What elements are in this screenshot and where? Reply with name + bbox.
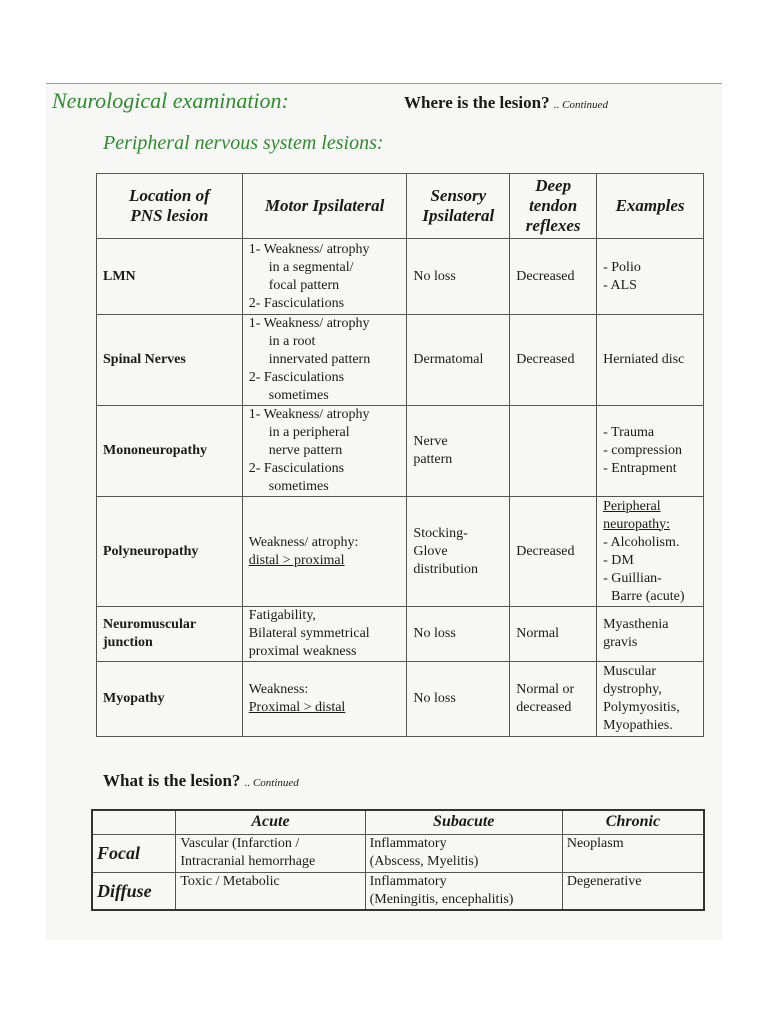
- example-line: Myasthenia: [603, 617, 669, 632]
- top-rule: [46, 83, 722, 84]
- cell-motor: [242, 315, 407, 406]
- header-subacute: Subacute: [365, 810, 562, 834]
- example-line: Polymyositis,: [603, 700, 680, 715]
- cell-location: Mononeuropathy: [97, 406, 243, 497]
- example-line: neuropathy:: [603, 516, 670, 532]
- subtitle-text: Where is the lesion?: [404, 93, 550, 112]
- cell-chronic: Neoplasm: [562, 834, 704, 872]
- cell-sensory: Dermatomal: [407, 315, 510, 406]
- motor-line: sometimes: [268, 479, 329, 494]
- motor-line: sometimes: [268, 388, 329, 403]
- cell-sensory: No loss: [407, 662, 510, 737]
- subacute-line: (Abscess, Myelitis): [369, 853, 479, 869]
- motor-line: 1- Weakness/ atrophy: [248, 316, 370, 331]
- cell-subacute: [365, 834, 562, 872]
- header-sensory: Sensory Ipsilateral: [407, 174, 510, 239]
- cell-subacute: [365, 872, 562, 910]
- sensory-line: pattern: [413, 452, 453, 467]
- cell-reflexes: [510, 406, 597, 497]
- example-line: gravis: [603, 635, 638, 650]
- cell-examples: [597, 497, 704, 607]
- cell-reflexes: Decreased: [510, 315, 597, 406]
- acute-line: Vascular (Infarction /: [180, 835, 300, 851]
- cell-sensory: No loss: [407, 239, 510, 315]
- cell-location: Polyneuropathy: [97, 497, 243, 607]
- row-label-focal: Focal: [92, 834, 176, 872]
- cell-motor: [242, 662, 407, 737]
- reflex-line: Normal or: [516, 682, 575, 697]
- motor-line: innervated pattern: [268, 352, 371, 367]
- example-line: - Polio: [603, 259, 641, 275]
- header-motor: Motor Ipsilateral: [242, 174, 407, 239]
- cell-motor: [242, 607, 407, 662]
- cell-sensory: [407, 497, 510, 607]
- sensory-line: Nerve: [413, 434, 448, 449]
- cell-motor: [242, 239, 407, 315]
- table-row: [97, 662, 704, 737]
- table-row: [92, 872, 704, 910]
- cell-acute: [176, 834, 365, 872]
- example-line: - compression: [603, 443, 683, 458]
- motor-line: 1- Weakness/ atrophy: [248, 407, 370, 422]
- cell-acute: Toxic / Metabolic: [176, 872, 365, 910]
- example-line: - Alcoholism.: [603, 534, 680, 550]
- cell-reflexes: Decreased: [510, 239, 597, 315]
- motor-line: nerve pattern: [268, 443, 343, 458]
- cell-location: Myopathy: [97, 662, 243, 737]
- example-line: Herniated disc: [603, 352, 685, 367]
- motor-line: Weakness:: [248, 682, 309, 697]
- pns-lesion-table: [96, 173, 704, 737]
- section-title: Peripheral nervous system lesions:: [103, 132, 384, 154]
- motor-line: 2- Fasciculations: [248, 295, 345, 311]
- page-title: Neurological examination:: [52, 88, 289, 113]
- cell-examples: [597, 406, 704, 497]
- continued-note: .. Continued: [553, 99, 608, 111]
- cell-reflexes: Decreased: [510, 497, 597, 607]
- example-line: Barre (acute): [611, 588, 685, 604]
- motor-line: Fatigability,: [248, 608, 316, 623]
- cell-location: [97, 607, 243, 662]
- cell-examples: [597, 315, 704, 406]
- motor-line: proximal weakness: [248, 644, 357, 659]
- subacute-line: (Meningitis, encephalitis): [369, 891, 514, 907]
- example-line: dystrophy,: [603, 682, 662, 697]
- cell-chronic: Degenerative: [562, 872, 704, 910]
- what-title-text: What is the lesion?: [103, 771, 241, 790]
- cell-location: Spinal Nerves: [97, 315, 243, 406]
- header-location: Location of PNS lesion: [97, 174, 243, 239]
- table-row: [97, 607, 704, 662]
- cell-motor: [242, 497, 407, 607]
- subacute-line: Inflammatory: [369, 873, 447, 889]
- motor-line: 1- Weakness/ atrophy: [248, 241, 370, 257]
- table-row: [97, 315, 704, 406]
- cell-reflexes: Normal: [510, 607, 597, 662]
- table-row: [97, 406, 704, 497]
- acute-line: Intracranial hemorrhage: [180, 853, 316, 869]
- cell-examples: [597, 607, 704, 662]
- table-row: [97, 239, 704, 315]
- motor-line: distal > proximal: [248, 552, 345, 568]
- motor-line: in a peripheral: [268, 425, 350, 440]
- sensory-line: Glove: [413, 543, 448, 559]
- motor-line: focal pattern: [268, 277, 340, 293]
- table-row: [97, 497, 704, 607]
- sensory-line: Stocking-: [413, 525, 468, 541]
- header-chronic: Chronic: [562, 810, 704, 834]
- header-examples: Examples: [597, 174, 704, 239]
- example-line: - ALS: [603, 277, 637, 293]
- cell-sensory: No loss: [407, 607, 510, 662]
- motor-line: in a segmental/: [268, 259, 354, 275]
- location-line: Neuromuscular: [103, 617, 197, 632]
- header-acute: Acute: [176, 810, 365, 834]
- header-reflexes: Deep tendon reflexes: [510, 174, 597, 239]
- location-line: junction: [103, 635, 153, 650]
- example-line: Peripheral: [603, 498, 661, 514]
- example-line: - Guillian-: [603, 570, 662, 586]
- motor-line: Bilateral symmetrical: [248, 626, 370, 641]
- cell-sensory: [407, 406, 510, 497]
- motor-line: in a root: [268, 334, 316, 349]
- table-header-row: [92, 810, 704, 834]
- page-subtitle: [404, 93, 608, 113]
- subacute-line: Inflammatory: [369, 835, 447, 851]
- example-line: - DM: [603, 552, 634, 568]
- motor-line: 2- Fasciculations: [248, 461, 345, 476]
- motor-line: Proximal > distal: [248, 700, 346, 715]
- continued-note: .. Continued: [244, 777, 299, 789]
- cell-examples: [597, 239, 704, 315]
- cell-location: LMN: [97, 239, 243, 315]
- reflex-line: decreased: [516, 700, 572, 715]
- row-label-diffuse: Diffuse: [92, 872, 176, 910]
- cell-motor: [242, 406, 407, 497]
- table-row: [92, 834, 704, 872]
- example-line: - Entrapment: [603, 461, 677, 476]
- example-line: - Trauma: [603, 425, 655, 440]
- cell-examples: [597, 662, 704, 737]
- lesion-type-table: [91, 809, 705, 911]
- header-empty: [92, 810, 176, 834]
- cell-reflexes: [510, 662, 597, 737]
- example-line: Myopathies.: [603, 718, 673, 733]
- motor-line: 2- Fasciculations: [248, 370, 345, 385]
- what-section-title: [103, 771, 299, 791]
- motor-line: Weakness/ atrophy:: [248, 534, 359, 550]
- table-header-row: [97, 174, 704, 239]
- sensory-line: distribution: [413, 561, 478, 577]
- example-line: Muscular: [603, 664, 656, 679]
